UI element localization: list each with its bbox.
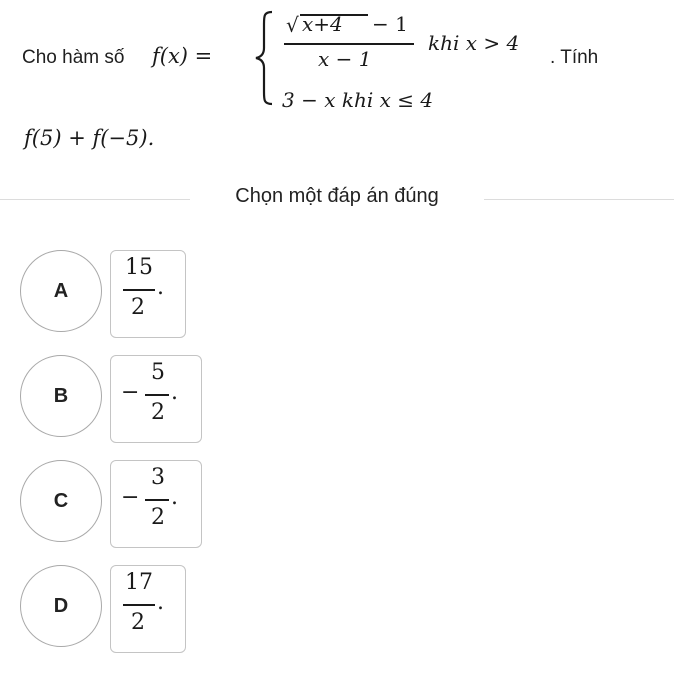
option-c-answer-box[interactable] <box>110 460 202 548</box>
option-d-period: . <box>157 590 164 615</box>
option-c[interactable] <box>20 460 200 552</box>
option-c-period: . <box>171 485 178 510</box>
left-brace-icon <box>252 8 276 108</box>
option-a-numerator: 15 <box>125 255 153 280</box>
case1-condition: khi x > 4 <box>428 31 520 55</box>
option-b[interactable] <box>20 355 200 447</box>
function-lhs: f(x) = <box>152 44 213 68</box>
option-d[interactable] <box>20 565 200 657</box>
numerator-rest: − 1 <box>372 12 408 36</box>
option-b-fraction-bar <box>145 394 169 396</box>
prompt-text: Chọn một đáp án đúng <box>217 185 457 207</box>
option-a-period: . <box>157 275 164 300</box>
option-d-numerator: 17 <box>125 570 153 595</box>
option-c-radio[interactable]: C <box>20 460 102 542</box>
option-b-radio[interactable]: B <box>20 355 102 437</box>
option-a[interactable] <box>20 250 200 342</box>
option-b-answer-box[interactable] <box>110 355 202 443</box>
option-b-sign: − <box>121 380 140 405</box>
option-a-fraction-bar <box>123 289 155 291</box>
option-b-numerator: 5 <box>151 360 165 385</box>
prompt-row <box>0 185 674 215</box>
sqrt-radicand: x+4 <box>302 12 343 36</box>
option-d-answer-box[interactable] <box>110 565 186 653</box>
option-d-radio[interactable]: D <box>20 565 102 647</box>
option-a-radio[interactable]: A <box>20 250 102 332</box>
option-c-denominator: 2 <box>151 505 165 530</box>
option-c-sign: − <box>121 485 140 510</box>
question-expression: f(5) + f(−5). <box>24 126 155 150</box>
option-c-numerator: 3 <box>151 465 165 490</box>
prompt-label <box>0 185 674 208</box>
option-a-denominator: 2 <box>131 295 145 320</box>
option-b-denominator: 2 <box>151 400 165 425</box>
option-c-fraction-bar <box>145 499 169 501</box>
option-a-answer-box[interactable] <box>110 250 186 338</box>
case1-fraction-bar <box>284 43 414 45</box>
case1-denominator: x − 1 <box>318 47 372 71</box>
sqrt-symbol: √ <box>286 13 299 37</box>
question-block <box>0 0 674 170</box>
question-intro: Cho hàm số <box>22 47 125 68</box>
case2-expression: 3 − x khi x ≤ 4 <box>282 88 434 112</box>
question-tail: . Tính <box>550 47 599 68</box>
option-d-fraction-bar <box>123 604 155 606</box>
option-b-period: . <box>171 380 178 405</box>
option-d-denominator: 2 <box>131 610 145 635</box>
